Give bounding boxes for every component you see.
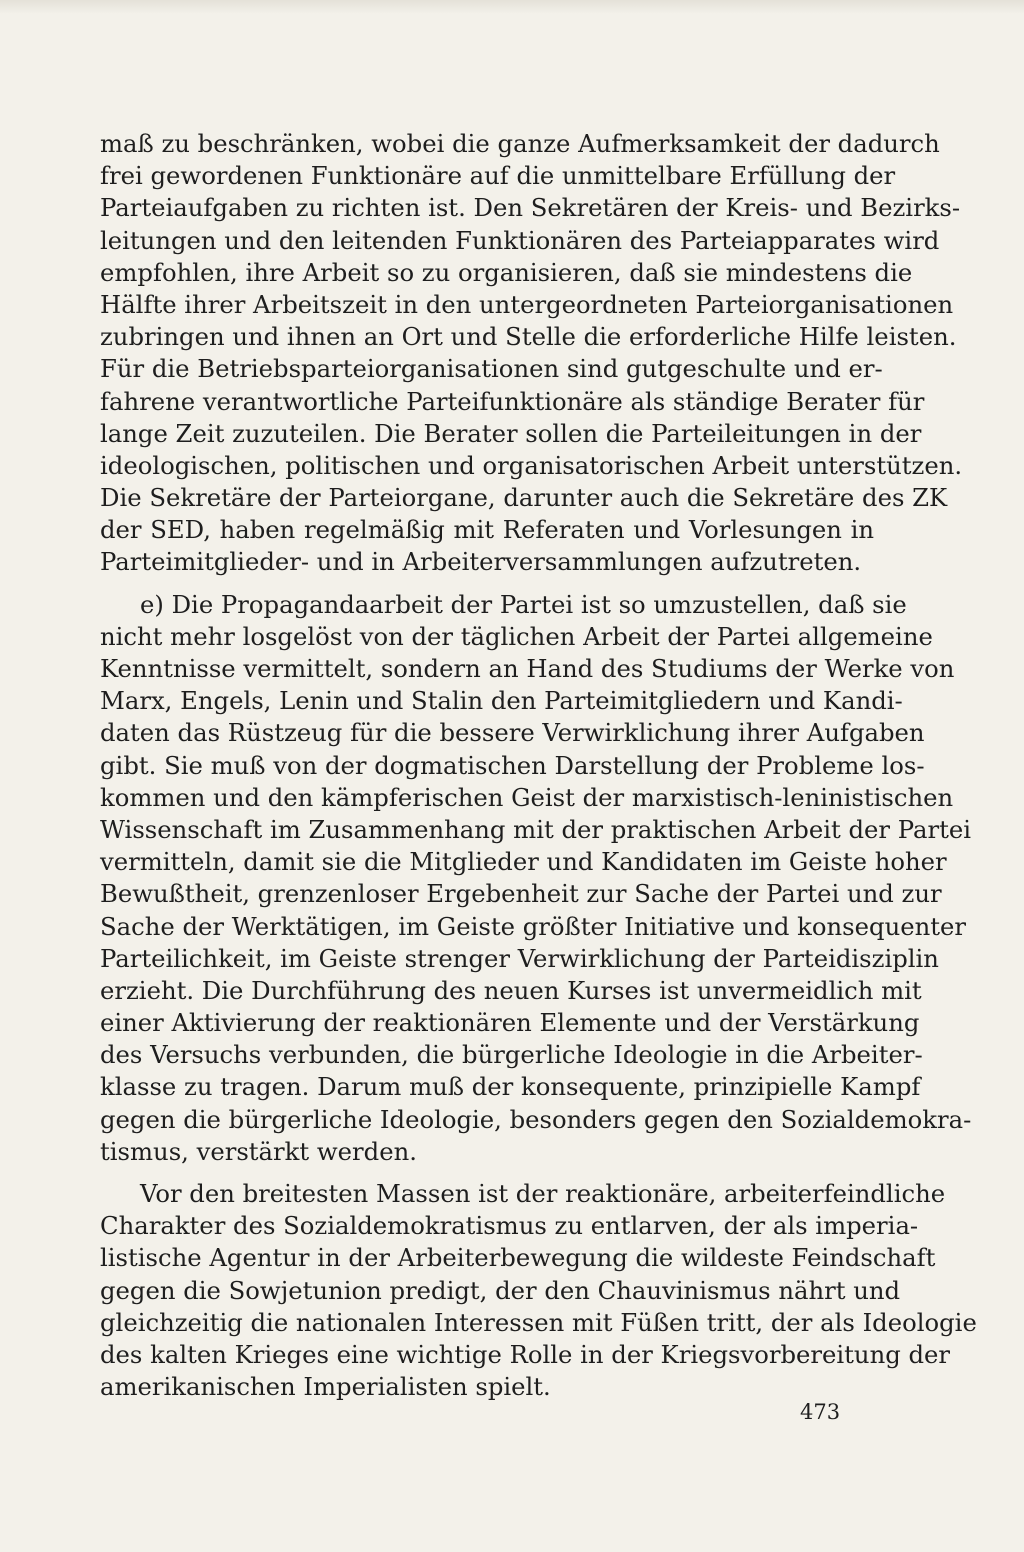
text-line: Kenntnisse vermittelt, sondern an Hand des Studiums der Werke von: [100, 654, 955, 683]
text-line: Wissenschaft im Zusammenhang mit der praktischen Arbeit der Partei: [100, 814, 971, 844]
text-line: der SED, haben regelmäßig mit Referaten und Vorlesungen in: [100, 515, 874, 545]
body-text: [100, 128, 977, 1403]
text-line: lange Zeit zuzuteilen. Die Berater sollen die Parteileitungen in der: [100, 418, 922, 448]
text-line: kommen und den kämpferischen Geist der marxistisch-leninistischen: [100, 782, 954, 812]
text-line: leitungen und den leitenden Funktionären des Parteiapparates wird: [100, 225, 940, 255]
text-line: Parteilichkeit, im Geiste strenger Verwirklichung der Parteidisziplin: [100, 943, 939, 973]
text-line: tismus, verstärkt werden.: [100, 1136, 417, 1166]
text-line: frei gewordenen Funktionäre auf die unmittelbare Erfüllung der: [100, 161, 896, 191]
text-line: erzieht. Die Durchführung des neuen Kurses ist unvermeidlich mit: [100, 975, 922, 1005]
page-number: 473: [800, 1400, 841, 1424]
text-line: Parteimitglieder- und in Arbeiterversammlungen aufzutreten.: [100, 547, 862, 577]
paragraph-gap: [100, 1168, 874, 1178]
page-top-edge: [0, 0, 1024, 14]
text-line: gegen die bürgerliche Ideologie, besonders gegen den Sozialdemokra-: [100, 1104, 972, 1134]
text-line: listische Agentur in der Arbeiterbewegung die wildeste Feindschaft: [100, 1243, 936, 1273]
text-line: Parteiaufgaben zu richten ist. Den Sekretären der Kreis- und Bezirks-: [100, 193, 961, 223]
paragraph-gap: [100, 579, 874, 589]
text-line: gibt. Sie muß von der dogmatischen Darstellung der Probleme los-: [100, 750, 925, 780]
text-line: Hälfte ihrer Arbeitszeit in den untergeordneten Parteiorganisationen: [100, 289, 954, 319]
text-line: empfohlen, ihre Arbeit so zu organisieren, daß sie mindestens die: [100, 257, 913, 287]
text-line: nicht mehr losgelöst von der täglichen Arbeit der Partei allgemeine: [100, 621, 933, 651]
text-line: amerikanischen Imperialisten spielt.: [100, 1372, 551, 1402]
text-line: daten das Rüstzeug für die bessere Verwirklichung ihrer Aufgaben: [100, 718, 925, 748]
text-line: des Versuchs verbunden, die bürgerliche Ideologie in die Arbeiter-: [100, 1040, 923, 1070]
paragraph: [100, 589, 972, 1168]
text-line: klasse zu tragen. Darum muß der konsequente, prinzipielle Kampf: [100, 1072, 921, 1102]
text-line: einer Aktivierung der reaktionären Elemente und der Verstärkung: [100, 1008, 920, 1038]
text-line: Für die Betriebsparteiorganisationen sind gutgeschulte und er-: [100, 354, 883, 384]
text-line: Die Sekretäre der Parteiorgane, darunter auch die Sekretäre des ZK: [100, 483, 948, 513]
text-line: Charakter des Sozialdemokratismus zu entlarven, der als imperia-: [100, 1211, 919, 1241]
paragraph: [100, 1178, 977, 1403]
text-line: vermitteln, damit sie die Mitglieder und Kandidaten im Geiste hoher: [100, 847, 947, 877]
text-line: ideologischen, politischen und organisatorischen Arbeit unterstützen.: [100, 450, 963, 480]
text-line: gleichzeitig die nationalen Interessen mit Füßen tritt, der als Ideologie: [100, 1307, 977, 1337]
text-line: Bewußtheit, grenzenloser Ergebenheit zur Sache der Partei und zur: [100, 879, 942, 909]
text-line: Sache der Werktätigen, im Geiste größter Initiative und konsequenter: [100, 911, 967, 941]
text-line: zubringen und ihnen an Ort und Stelle die erforderliche Hilfe leisten.: [100, 322, 957, 352]
text-line: e) Die Propagandaarbeit der Partei ist so umzustellen, daß sie: [140, 589, 907, 619]
text-line: fahrene verantwortliche Parteifunktionäre als ständige Berater für: [100, 386, 925, 416]
text-line: gegen die Sowjetunion predigt, der den Chauvinismus nährt und: [100, 1275, 901, 1305]
text-line: maß zu beschränken, wobei die ganze Aufmerksamkeit der dadurch: [100, 129, 940, 158]
paragraph: [100, 128, 963, 579]
text-line: des kalten Krieges eine wichtige Rolle in der Kriegsvorbereitung der: [100, 1339, 951, 1369]
text-line: Marx, Engels, Lenin und Stalin den Parteimitgliedern und Kandi-: [100, 686, 903, 716]
text-line: Vor den breitesten Massen ist der reaktionäre, arbeiterfeindliche: [140, 1179, 946, 1208]
